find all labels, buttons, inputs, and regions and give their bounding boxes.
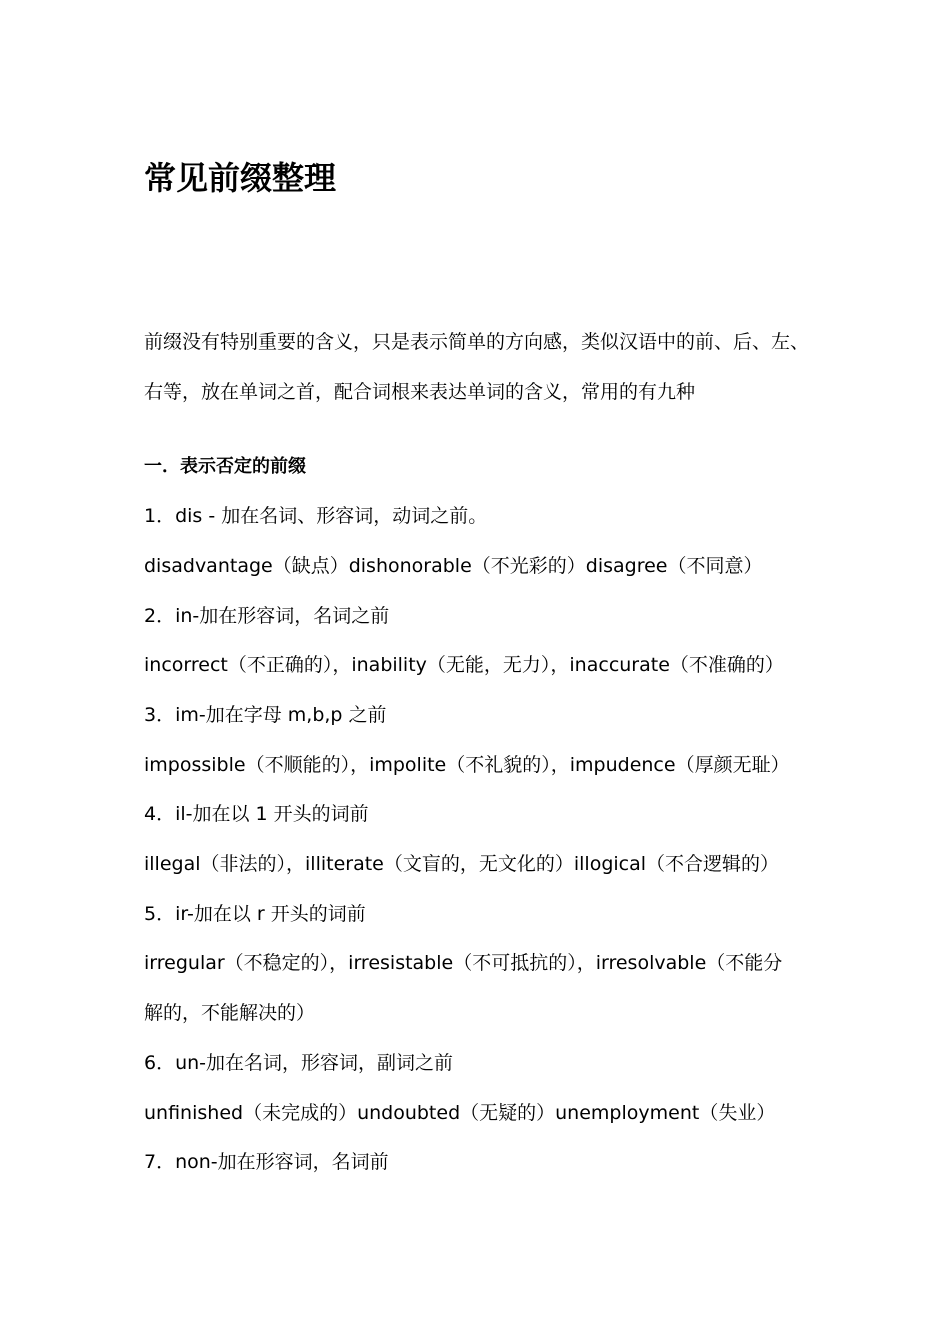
examples-in: incorrect（不正确的），inability（无能，无力），inaccurate（不准确的） [144,654,784,677]
page-title: 常见前缀整理 [144,159,337,197]
examples-il: illegal（非法的），illiterate（文盲的，无文化的）illogical（不合逻辑的） [144,853,780,876]
examples-ir: irregular（不稳定的），irresistable（不可抵抗的），irresolvable（不能分 [144,952,783,975]
rule-il: 4．il-加在以 1 开头的词前 [144,803,369,826]
paragraph-spacer [144,417,824,442]
rule-ir: 5．ir-加在以 r 开头的词前 [144,902,366,925]
rule-dis: 1．dis - 加在名词、形容词，动词之前。 [144,505,488,528]
examples-ir-continued: 解的，不能解决的） [144,1002,316,1025]
rule-un: 6．un-加在名词，形容词，副词之前 [144,1051,454,1074]
document-body [144,318,824,1188]
section-heading: 一．表示否定的前缀 [144,456,306,478]
examples-dis: disadvantage（缺点）dishonorable（不光彩的）disagree（不同意） [144,554,763,577]
intro-line-1: 前缀没有特别重要的含义，只是表示简单的方向感，类似汉语中的前、后、左、 [144,331,810,353]
rule-im: 3．im-加在字母 m,b,p 之前 [144,703,387,726]
rule-non: 7．non-加在形容词，名词前 [144,1151,389,1174]
intro-line-2: 右等，放在单词之首，配合词根来表达单词的含义，常用的有九种 [144,380,696,403]
examples-im: impossible（不顺能的），impolite（不礼貌的），impudence（厚颜无耻） [144,753,790,776]
examples-un: unfinished（未完成的）undoubted（无疑的）unemployment（失业） [144,1101,776,1124]
rule-in: 2．in-加在形容词，名词之前 [144,604,390,627]
